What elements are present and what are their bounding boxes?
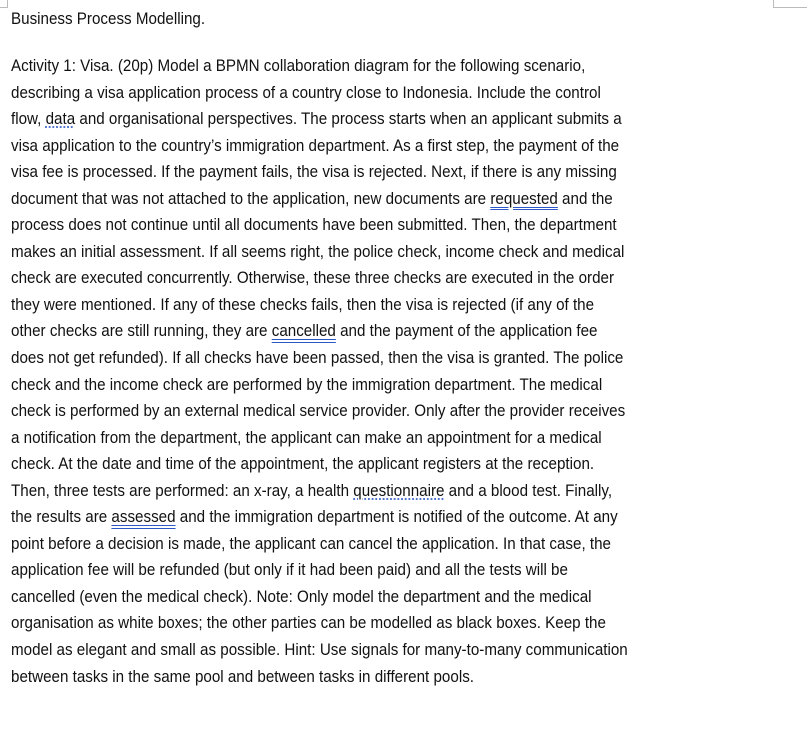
spelling-flagged-word[interactable]: data — [45, 110, 76, 129]
paragraph-line — [11, 133, 628, 160]
paragraph-line — [11, 610, 628, 637]
text-segment: they were mentioned. If any of these checks fails, then the visa is rejected (if any of the — [11, 295, 595, 314]
text-segment: and the immigration department is notified of the outcome. At any — [175, 508, 618, 527]
text-segment: other checks are still running, they are — [11, 322, 272, 341]
text-segment: between tasks in the same pool and between tasks in different pools. — [11, 667, 475, 686]
paragraph-line — [11, 106, 628, 133]
text-segment: does not get refunded). If all checks have been passed, then the visa is granted. The police — [11, 349, 624, 368]
text-segment: Then, three tests are performed: an x-ray, a health — [11, 481, 354, 500]
text-segment: point before a decision is made, the applicant can cancel the application. In that case, the — [11, 534, 611, 553]
paragraph-line — [11, 478, 628, 505]
paragraph-line — [11, 425, 628, 452]
paragraph-line — [11, 345, 628, 372]
text-segment: application fee will be refunded (but only if it had been paid) and all the tests will be — [11, 561, 568, 580]
paragraph-line — [11, 53, 628, 80]
text-segment: check and the income check are performed by the immigration department. The medical — [11, 375, 603, 394]
text-segment: organisation as white boxes; the other parties can be modelled as black boxes. Keep the — [11, 614, 606, 633]
paragraph-line — [11, 372, 628, 399]
paragraph-line — [11, 398, 628, 425]
text-segment: a notification from the department, the applicant can make an appointment for a medical — [11, 428, 602, 447]
text-segment: describing a visa application process of a country close to Indonesia. Include the control — [11, 83, 601, 102]
text-segment: process does not continue until all documents have been submitted. Then, the department — [11, 216, 617, 235]
text-segment: flow, — [11, 110, 46, 129]
text-segment: makes an initial assessment. If all seems right, the police check, income check and medical — [11, 242, 625, 261]
page-corner-mark-left — [0, 0, 8, 8]
paragraph-line — [11, 239, 628, 266]
text-segment: document that was not attached to the application, new documents are — [11, 189, 491, 208]
text-segment: and organisational perspectives. The process starts when an applicant submits a — [75, 110, 622, 129]
text-segment: model as elegant and small as possible. Hint: Use signals for many-to-many communication — [11, 641, 628, 660]
grammar-flagged-word[interactable]: assessed — [111, 508, 176, 527]
activity-paragraph[interactable] — [11, 53, 681, 690]
text-segment: check. At the date and time of the appointment, the applicant registers at the reception. — [11, 455, 595, 474]
text-segment: and the payment of the application fee — [335, 322, 598, 341]
paragraph-line — [11, 212, 628, 239]
text-segment: Activity 1: Visa. (20p) Model a BPMN collaboration diagram for the following scenario, — [11, 57, 586, 75]
text-segment: check are executed concurrently. Otherwise, these three checks are executed in the order — [11, 269, 615, 288]
grammar-flagged-word[interactable]: requested — [490, 189, 558, 208]
text-segment: and the — [557, 189, 613, 208]
document-title: Business Process Modelling. — [11, 10, 206, 28]
paragraph-line — [11, 584, 628, 611]
paragraph-line — [11, 80, 628, 107]
paragraph-line — [11, 557, 628, 584]
paragraph-line — [11, 292, 628, 319]
spelling-flagged-word[interactable]: questionnaire — [353, 481, 445, 500]
page-corner-mark-right — [773, 0, 807, 8]
paragraph-line — [11, 451, 628, 478]
paragraph-line — [11, 265, 628, 292]
text-segment: the results are — [11, 508, 112, 527]
text-segment: visa application to the country’s immigration department. As a first step, the payment of the — [11, 136, 620, 155]
grammar-flagged-word[interactable]: cancelled — [271, 322, 336, 341]
paragraph-line — [11, 504, 628, 531]
text-segment: check is performed by an external medical service provider. Only after the provider receives — [11, 402, 626, 421]
paragraph-line — [11, 159, 628, 186]
text-segment: and a blood test. Finally, — [444, 481, 613, 500]
paragraph-line — [11, 186, 628, 213]
paragraph-line — [11, 318, 628, 345]
paragraph-line — [11, 637, 628, 664]
text-segment: visa fee is processed. If the payment fails, the visa is rejected. Next, if there is any missing — [11, 163, 617, 182]
paragraph-line — [11, 531, 628, 558]
paragraph-line — [11, 664, 628, 691]
text-segment: cancelled (even the medical check). Note: Only model the department and the medical — [11, 587, 592, 606]
